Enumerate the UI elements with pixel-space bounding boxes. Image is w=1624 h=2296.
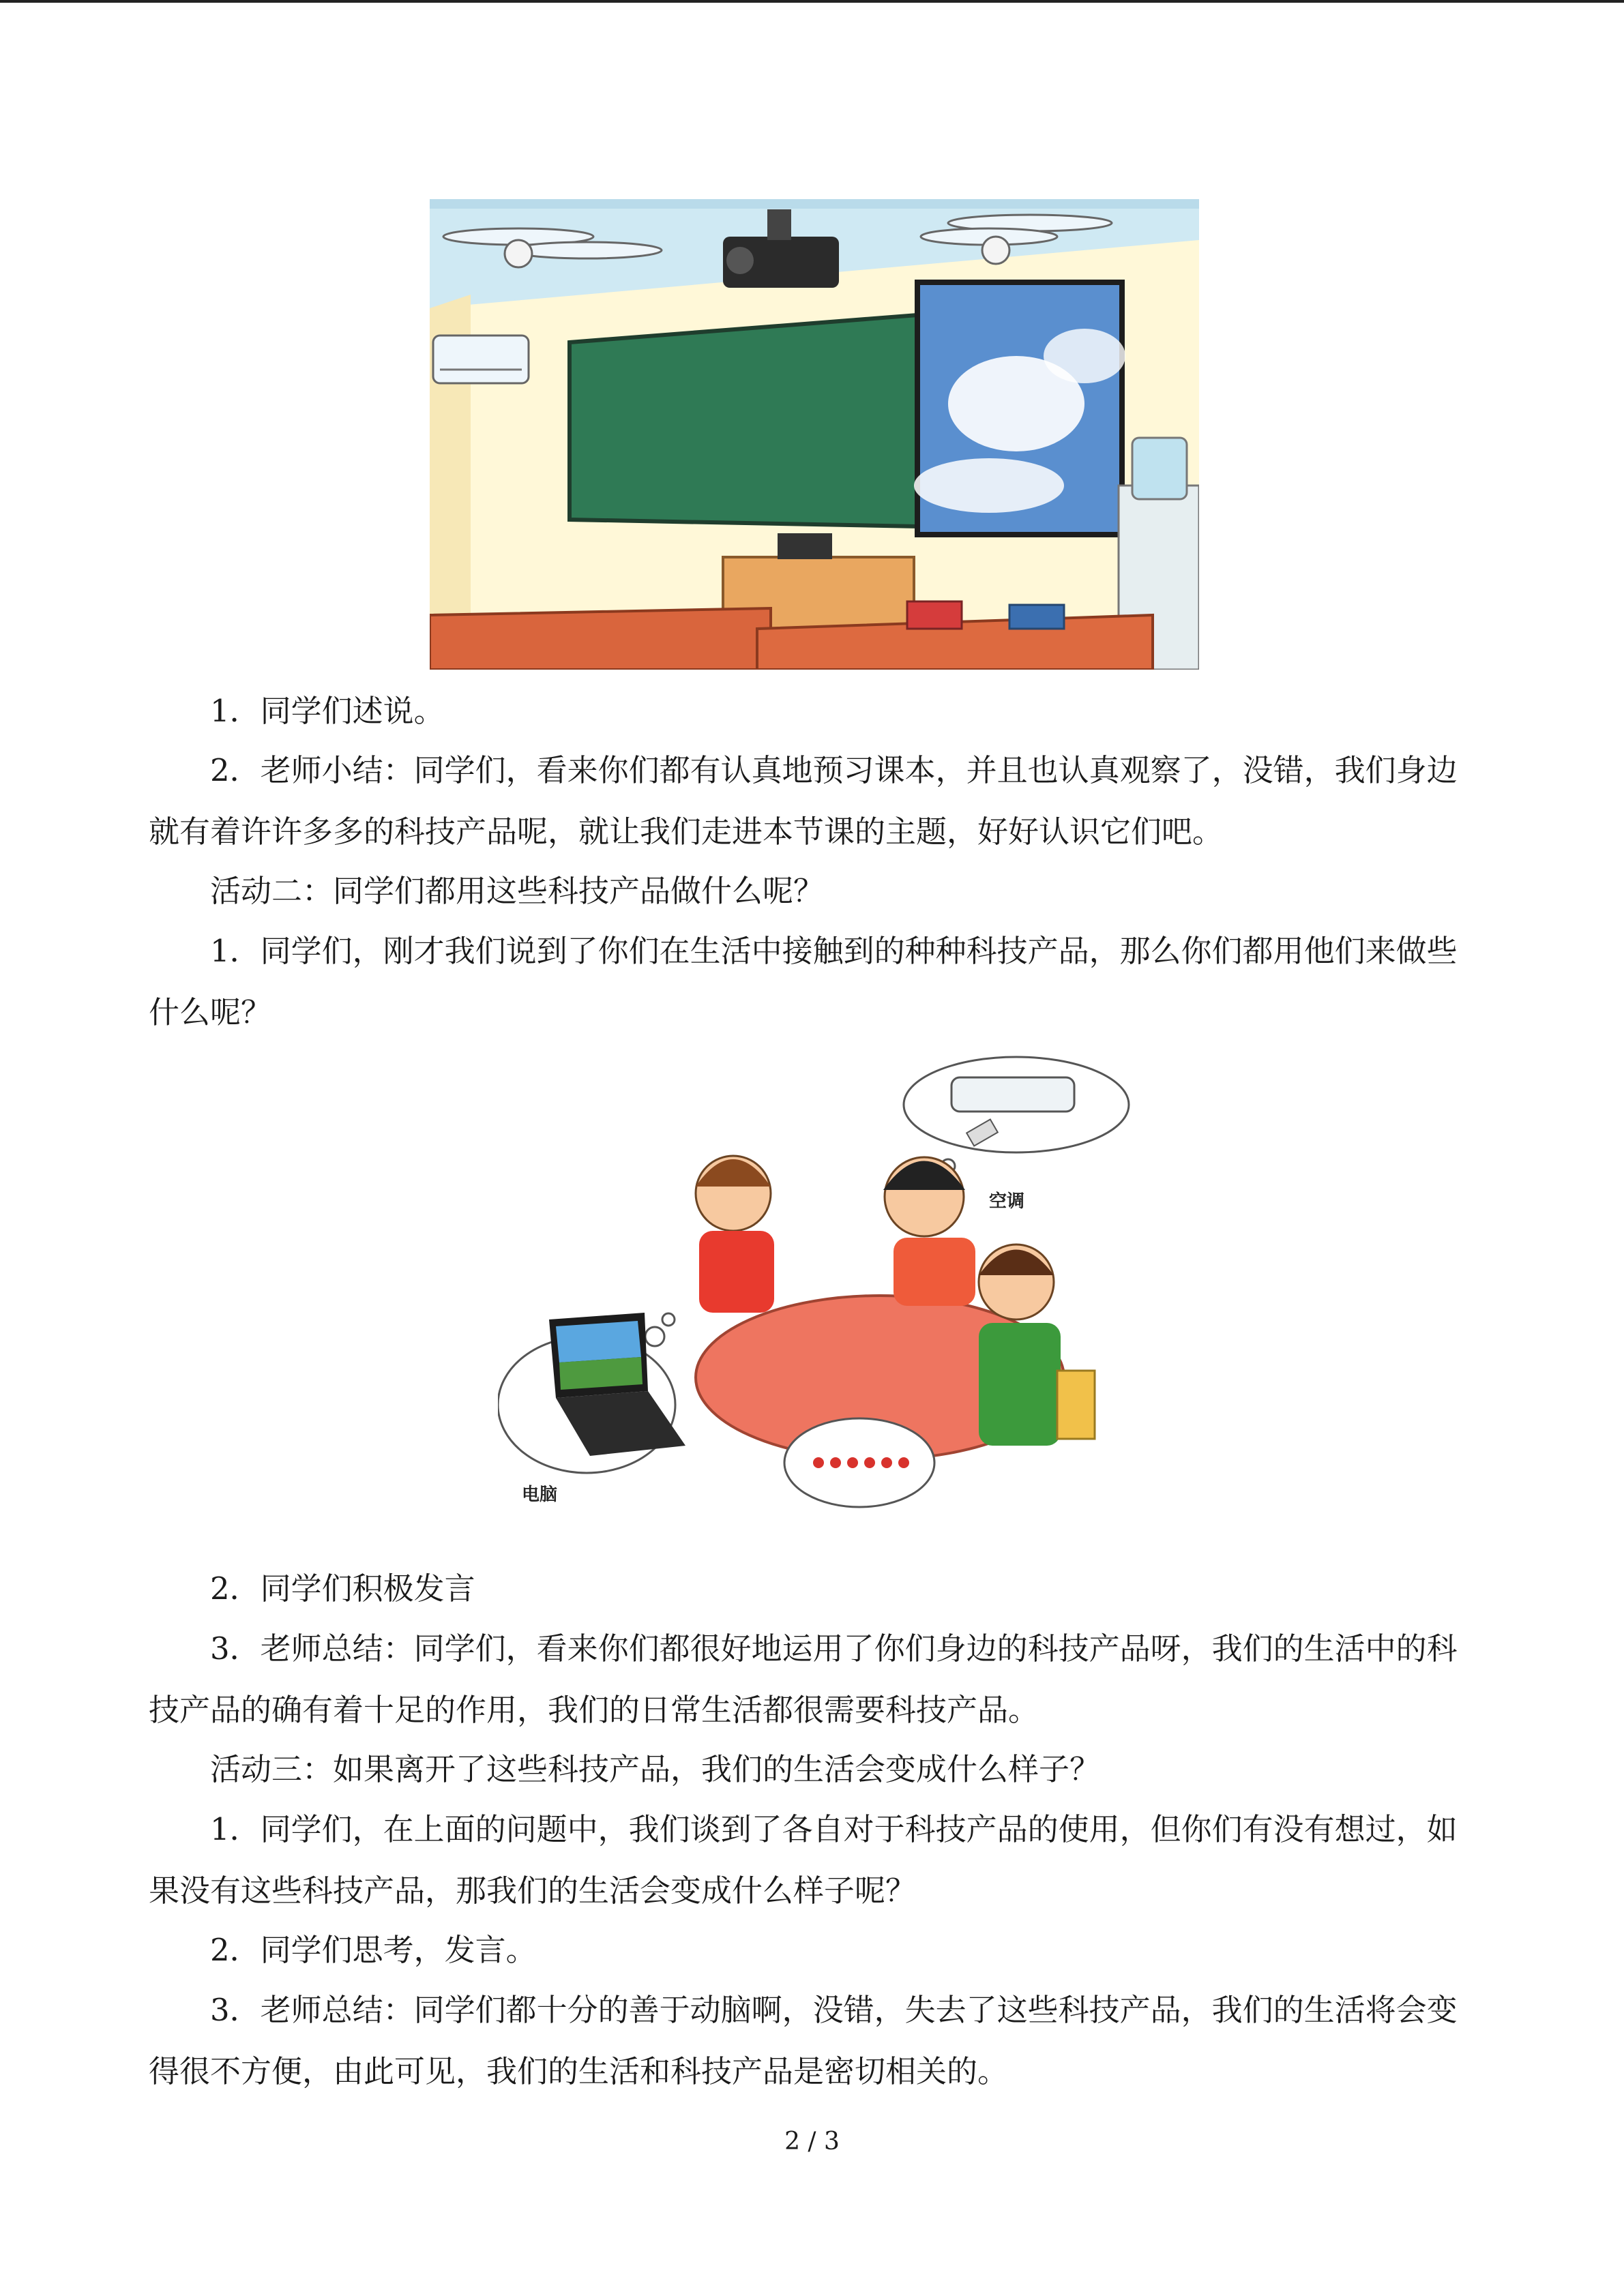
paragraph: 1．同学们述说。 xyxy=(210,693,445,729)
computer-label: 电脑 xyxy=(522,1485,558,1505)
paragraph-heading: 活动三：如果离开了这些科技产品，我们的生活会变成什么样子？ xyxy=(210,1751,1101,1787)
paragraph: 2．同学们思考，发言。 xyxy=(210,1932,537,1968)
paragraph: 3．老师总结：同学们都十分的善于动脑啊，没错，失去了这些科技产品，我们的生活将会变得很不方便，由此可见，我们的生活和科技产品是密切相关的。 xyxy=(149,1992,1458,2089)
paragraph: 2．同学们积极发言 xyxy=(210,1570,475,1607)
paragraph-heading: 活动二：同学们都用这些科技产品做什么呢？ xyxy=(210,873,825,909)
paragraph: 2．老师小结：同学们，看来你们都有认真地预习课本，并且也认真观察了，没错，我们身边就有着许许多多的科技产品呢，就让我们走进本节课的主题，好好认识它们吧。 xyxy=(149,752,1458,850)
paragraph: 3．老师总结：同学们，看来你们都很好地运用了你们身边的科技产品呀，我们的生活中的科技产品的确有着十足的作用，我们的日常生活都很需要科技产品。 xyxy=(149,1630,1458,1728)
paragraph: 1．同学们，在上面的问题中，我们谈到了各自对于科技产品的使用，但你们有没有想过，如果没有这些科技产品，那我们的生活会变成什么样子呢？ xyxy=(149,1811,1458,1909)
children-discussion-illustration xyxy=(498,1050,1153,1514)
page-number: 2 / 3 xyxy=(784,2128,840,2156)
paragraph: 1．同学们，刚才我们说到了你们在生活中接触到的种种科技产品，那么你们都用他们来做些什么呢？ xyxy=(149,933,1458,1030)
classroom-illustration xyxy=(430,199,1199,670)
page-top-border xyxy=(0,0,1624,3)
ac-label: 空调 xyxy=(989,1191,1025,1212)
